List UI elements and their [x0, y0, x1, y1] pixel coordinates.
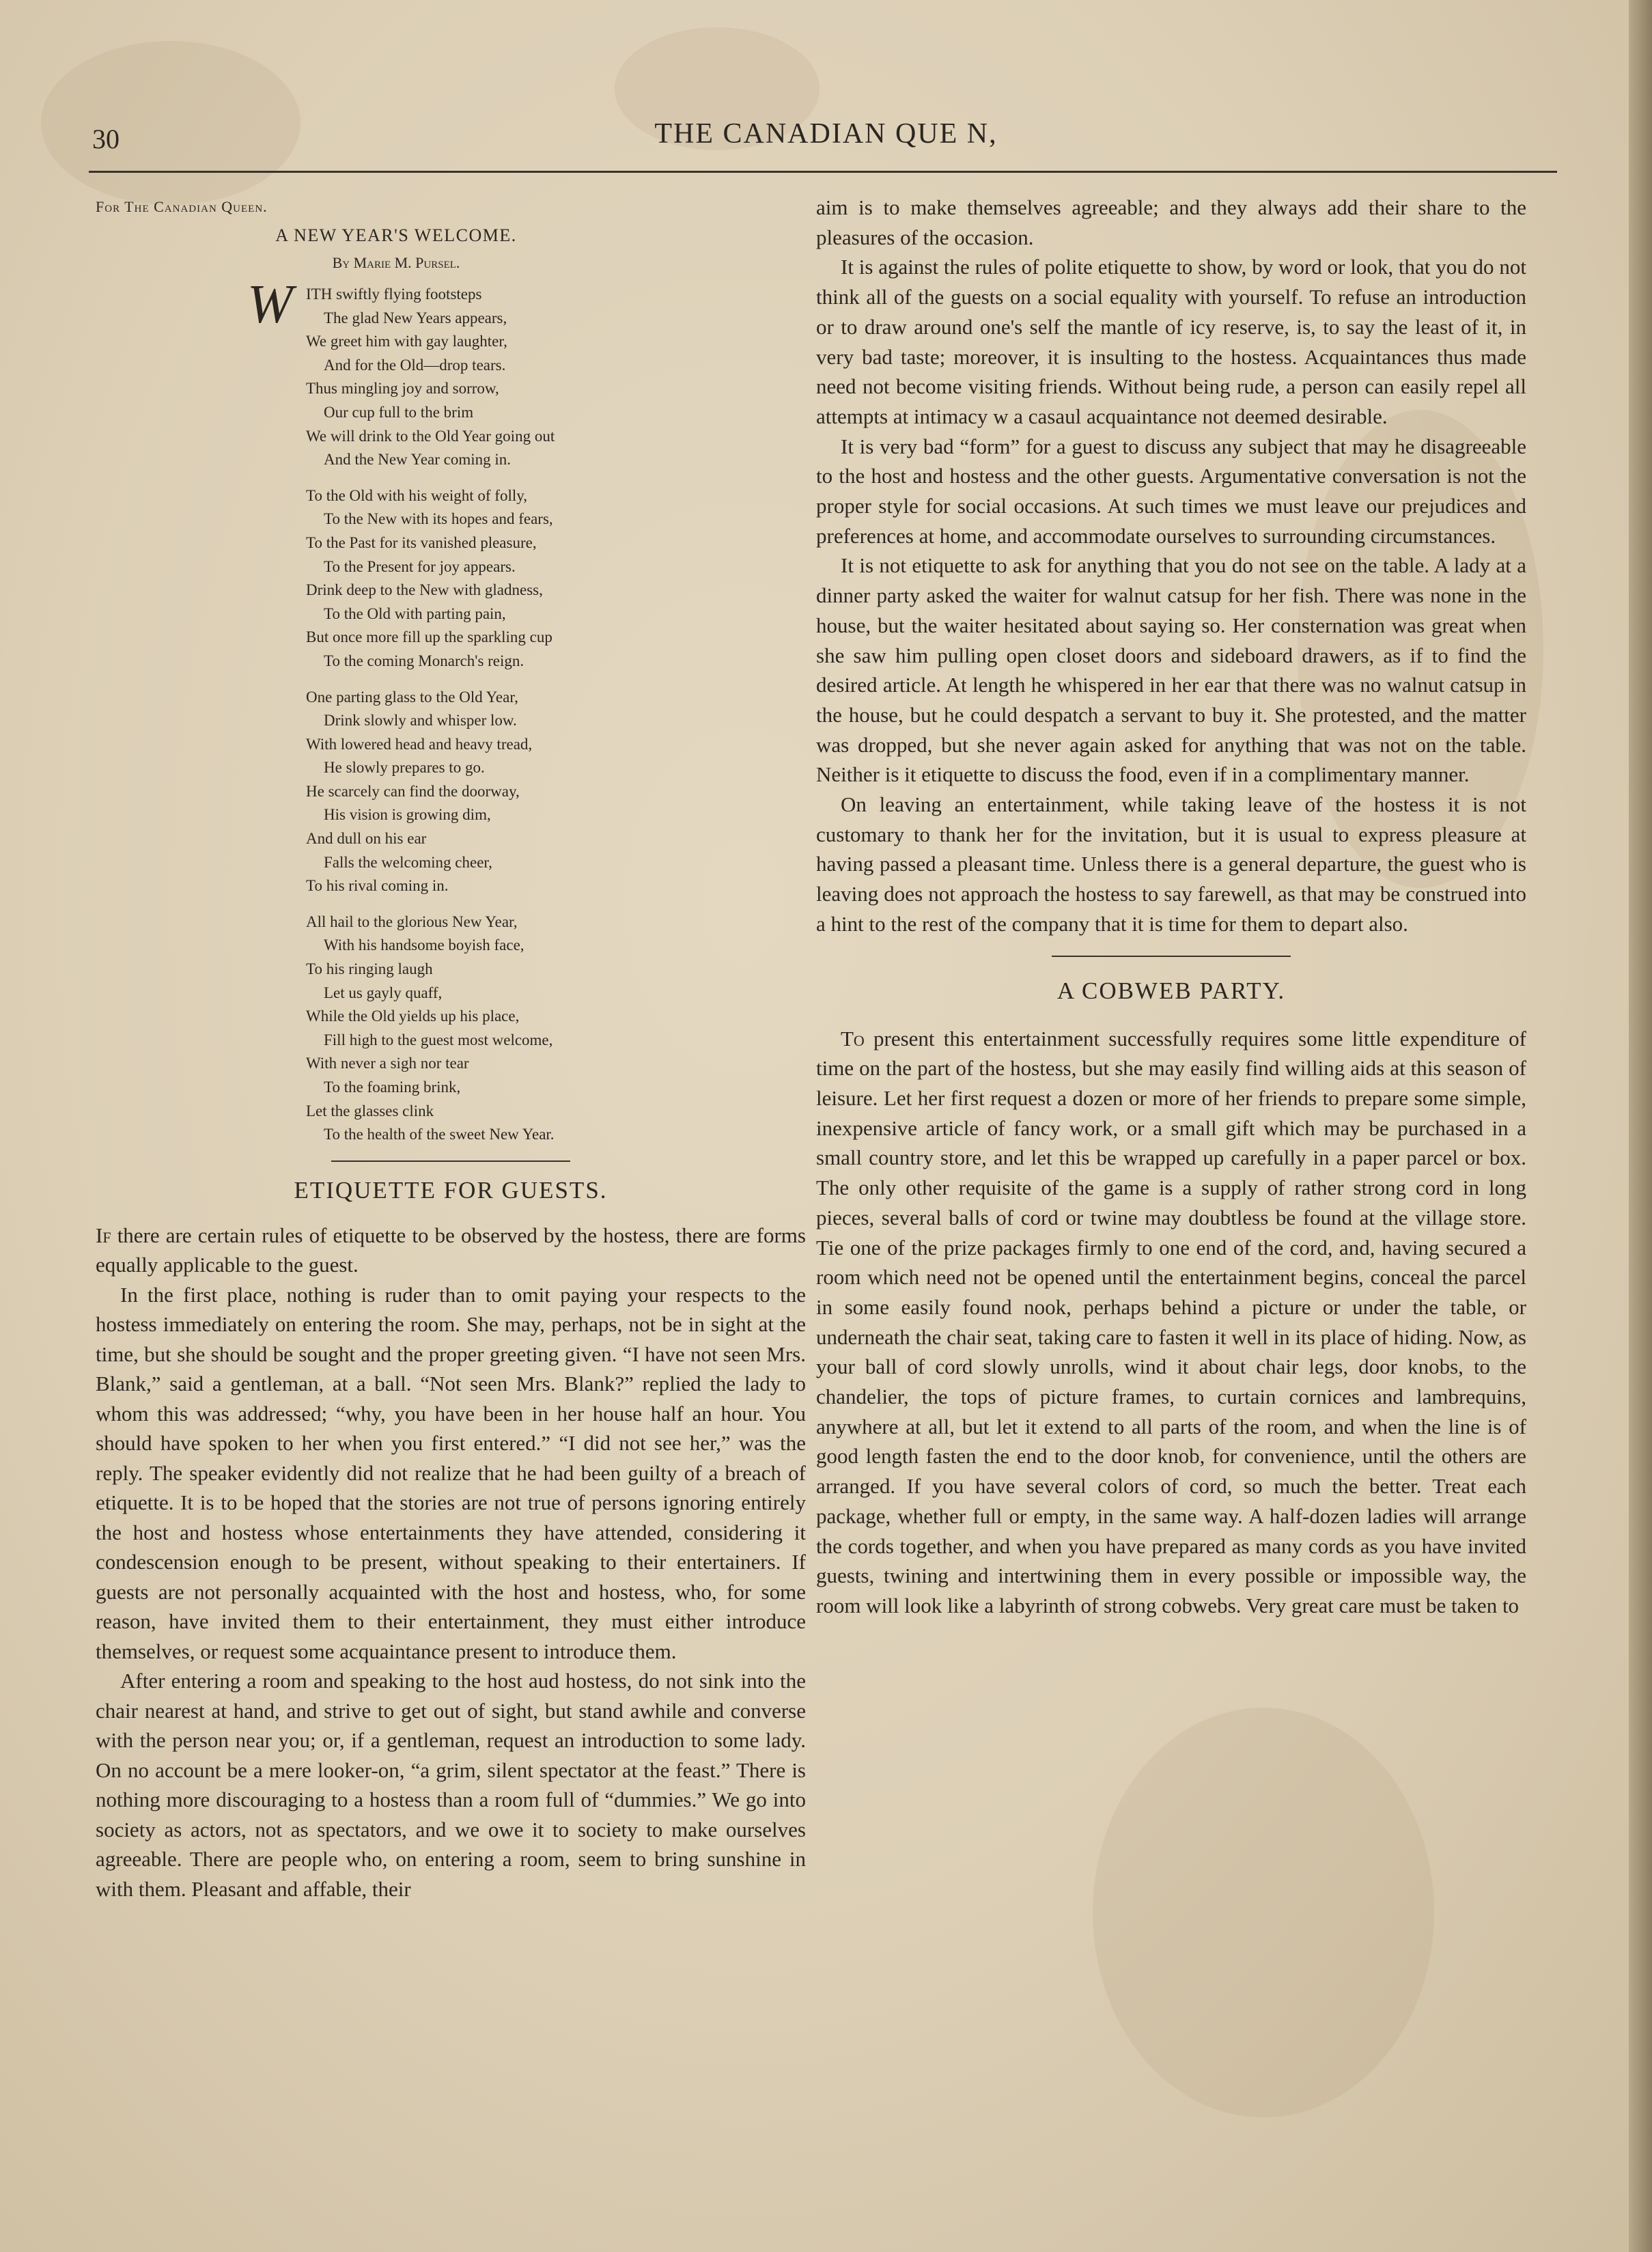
lead-word: If: [96, 1223, 111, 1247]
poem-line: To the coming Monarch's reign.: [324, 652, 524, 669]
header-rule: [89, 171, 1557, 173]
poem-line: Thus mingling joy and sorrow,: [306, 380, 499, 398]
poem-stanza: [306, 910, 806, 1147]
poem-stanza: [306, 283, 806, 472]
poem-line: ITH swiftly flying footsteps: [306, 286, 482, 303]
etiquette-paragraph-continued: aim is to make themselves agreeable; and they always add their share to the pleasures of the occasion.: [816, 195, 1526, 249]
poem-line: Our cup full to the brim: [324, 403, 474, 421]
binding-edge: [1629, 0, 1652, 2252]
poem-line: To his ringing laugh: [306, 960, 433, 978]
paper-stain: [1093, 1708, 1434, 2117]
cobweb-article: [816, 1024, 1526, 1621]
etiquette-paragraph: On leaving an entertainment, while taking leave of the hostess it is not customary to thank her for the invitation, but it is usual to express pleasure at having passed a pleasant time. Unless there is a general departure, the guest who is leaving does not approach the hostess to say farewell, as that may be construed into a hint to the rest of the company that it is time for them to depart also.: [816, 792, 1526, 936]
poem-line: To his rival coming in.: [306, 877, 449, 895]
etiquette-paragraph: It is not etiquette to ask for anything that you do not see on the table. A lady at a dinner party asked the waiter for walnut catsup for her fish. There was none in the house, but the waiter hesitated about saying so. Her consternation was great when she saw him pulling open closet doors and sideboard drawers, as if to find the desired article. At length he whispered in her ear that there was no walnut catsup in the house, but he could despatch a servant to buy it. She protested, and the matter was dropped, but she never again asked for anything that was not on the table. Neither is it etiquette to discuss the food, even if in a complimentary manner.: [816, 553, 1526, 787]
poem-line: Drink deep to the New with gladness,: [306, 581, 543, 599]
poem-line: With his handsome boyish face,: [324, 936, 524, 954]
etiquette-title: ETIQUETTE FOR GUESTS.: [294, 1176, 608, 1204]
right-column: [816, 193, 1526, 1621]
poem-line: Let us gayly quaff,: [324, 984, 443, 1001]
left-column: [96, 198, 806, 1904]
poem-stanza: [306, 686, 806, 898]
poem-line: We will drink to the Old Year going out: [306, 427, 555, 445]
etiquette-paragraph: After entering a room and speaking to the host aud hostess, do not sink into the chair nearest at hand, and strive to get out of sight, but stand awhile and converse with the person near you; or, if a gentleman, request an introduction to some lady. On no account be a mere looker-on, “a grim, silent spectator at the feast.” There is nothing more discouraging to a hostess than a room full of “dummies.” We go into society as actors, not as spectators, and we owe it to society to make ourselves agreeable. There are people who, on entering a room, seem to bring sunshine in with them. Pleasant and affable, their: [96, 1669, 806, 1901]
poem-line: With lowered head and heavy tread,: [306, 735, 533, 753]
poem-line: To the health of the sweet New Year.: [324, 1126, 555, 1143]
cobweb-title: A COBWEB PARTY.: [1056, 977, 1286, 1004]
poem-line: His vision is growing dim,: [324, 806, 491, 824]
poem-line: And dull on his ear: [306, 830, 427, 848]
poem-byline: By Marie M. Pursel.: [332, 254, 460, 271]
poem-kicker: For The Canadian Queen.: [96, 198, 268, 215]
poem-line: Let the glasses clink: [306, 1102, 434, 1120]
section-divider: [331, 1160, 570, 1162]
poem-line: Fill high to the guest most welcome,: [324, 1031, 553, 1048]
etiquette-article-part-2: [816, 193, 1526, 939]
poem-title: A NEW YEAR'S WELCOME.: [275, 225, 517, 245]
running-head: THE CANADIAN QUE N,: [654, 118, 998, 150]
poem-line: Drink slowly and whisper low.: [324, 712, 517, 729]
page-number: 30: [92, 124, 120, 154]
poem-line: And the New Year coming in.: [324, 451, 512, 469]
poem-line: To the Past for its vanished pleasure,: [306, 533, 537, 551]
poem-line: While the Old yields up his place,: [306, 1007, 520, 1025]
poem-line: To the Present for joy appears.: [324, 557, 516, 575]
etiquette-paragraph: It is very bad “form” for a guest to discuss any subject that may he disagreeable to the host and hostess and the other guests. Argumentative conversation is not the proper style for social occasions. At such times we must leave our prejudices and preferences at home, and accommodate ourselves to surrounding circumstances.: [816, 434, 1526, 548]
cobweb-paragraph: To present this entertainment successfully requires some little expenditure of time on the part of the hostess, but she may easily find willing aids at this season of leisure. Let her first request a dozen or more of her friends to prepare some simple, inexpensive article of fancy work, or a small gift which may be purchased in a small country store, and let this be wrapped up carefully in a paper parcel or box. The only other requisite of the game is a supply of rather strong cord in long pieces, several balls of cord or twine may doubtless be found at the village store. Tie one of the prize packages firmly to one end of the cord, and, having secured a room which need not be opened until the entertainment begins, conceal the parcel in some easily found nook, perhaps behind a picture or under the table, or underneath the chair seat, taking care to fasten it well in its place of hiding. Now, as your ball of cord slowly unrolls, wind it about chair legs, door knobs, to the chandelier, the tops of picture frames, to curtain cornices and lambrequins, anywhere at all, but let it extend to all parts of the room, and when the line is of good length fasten the end to the door knob, for convenience, until the others are arranged. If you have several colors of cord, so much the better. Treat each package, whether full or empty, in the same way. A half-dozen ladies will arrange the cords together, and when you have prepared as many cords as you have invited guests, twining and intertwining them in every possible or impossible way, the room will look like a labyrinth of strong cobwebs. Very great care must be taken to: [816, 1026, 1526, 1617]
drop-cap: W: [247, 275, 293, 335]
etiquette-paragraph: It is against the rules of polite etiquette to show, by word or look, that you do not think all of the guests on a social equality with yourself. To refuse an introduction or to draw around one's self the mantle of icy reserve, is, to say the least of it, in very bad taste; moreover, it is insulting to the hostess. Acquaintances thus made need not become visiting friends. Without being rude, a person can easily repel all attempts at intimacy w a casaul acquaintance not deemed desirable.: [816, 255, 1526, 428]
poem-line: He scarcely can find the doorway,: [306, 782, 520, 800]
poem-line: Falls the welcoming cheer,: [324, 853, 492, 871]
poem-line: We greet him with gay laughter,: [306, 333, 507, 350]
poem-line: To the foaming brink,: [324, 1079, 461, 1096]
poem-line: With never a sigh nor tear: [306, 1055, 469, 1072]
poem-line: One parting glass to the Old Year,: [306, 688, 518, 706]
poem-line: To the Old with his weight of folly,: [306, 486, 527, 504]
poem-line: He slowly prepares to go.: [324, 759, 485, 777]
poem-stanza: [306, 484, 806, 673]
etiquette-article-part-1: [96, 1221, 806, 1904]
poem-line: The glad New Years appears,: [324, 309, 507, 326]
poem-line: And for the Old—drop tears.: [324, 356, 506, 374]
poem-line: To the Old with parting pain,: [324, 604, 506, 622]
etiquette-paragraph: If there are certain rules of etiquette to be observed by the hostess, there are forms equally applicable to the guest.: [96, 1223, 806, 1277]
section-divider: [1052, 956, 1291, 957]
poem-body: [96, 275, 806, 1147]
lead-word: To: [841, 1026, 865, 1051]
poem-line: All hail to the glorious New Year,: [306, 913, 518, 930]
poem-line: But once more fill up the sparkling cup: [306, 628, 552, 646]
poem-line: To the New with its hopes and fears,: [324, 510, 553, 528]
etiquette-paragraph: In the first place, nothing is ruder than to omit paying your respects to the hostess immediately on entering the room. She may, perhaps, not be in sight at the time, but she should be sought and the proper greeting given. “I have not seen Mrs. Blank,” said a gentleman, at a ball. “Not seen Mrs. Blank?” replied the lady to whom this was addressed; “why, you have been in her house half an hour. You should have spoken to her when you first entered.” “I did not see her,” was the reply. The speaker evidently did not realize that he had been guilty of a breach of etiquette. It is to be hoped that the stories are not true of persons ignoring entirely the host and hostess whose entertainments they have attended, considering it condescension enough to be present, without speaking to their entertainers. If guests are not personally acquainted with the host and hostess, who, for some reason, have invited them to their entertainment, they must either introduce themselves, or request some acquaintance present to introduce them.: [96, 1282, 806, 1663]
